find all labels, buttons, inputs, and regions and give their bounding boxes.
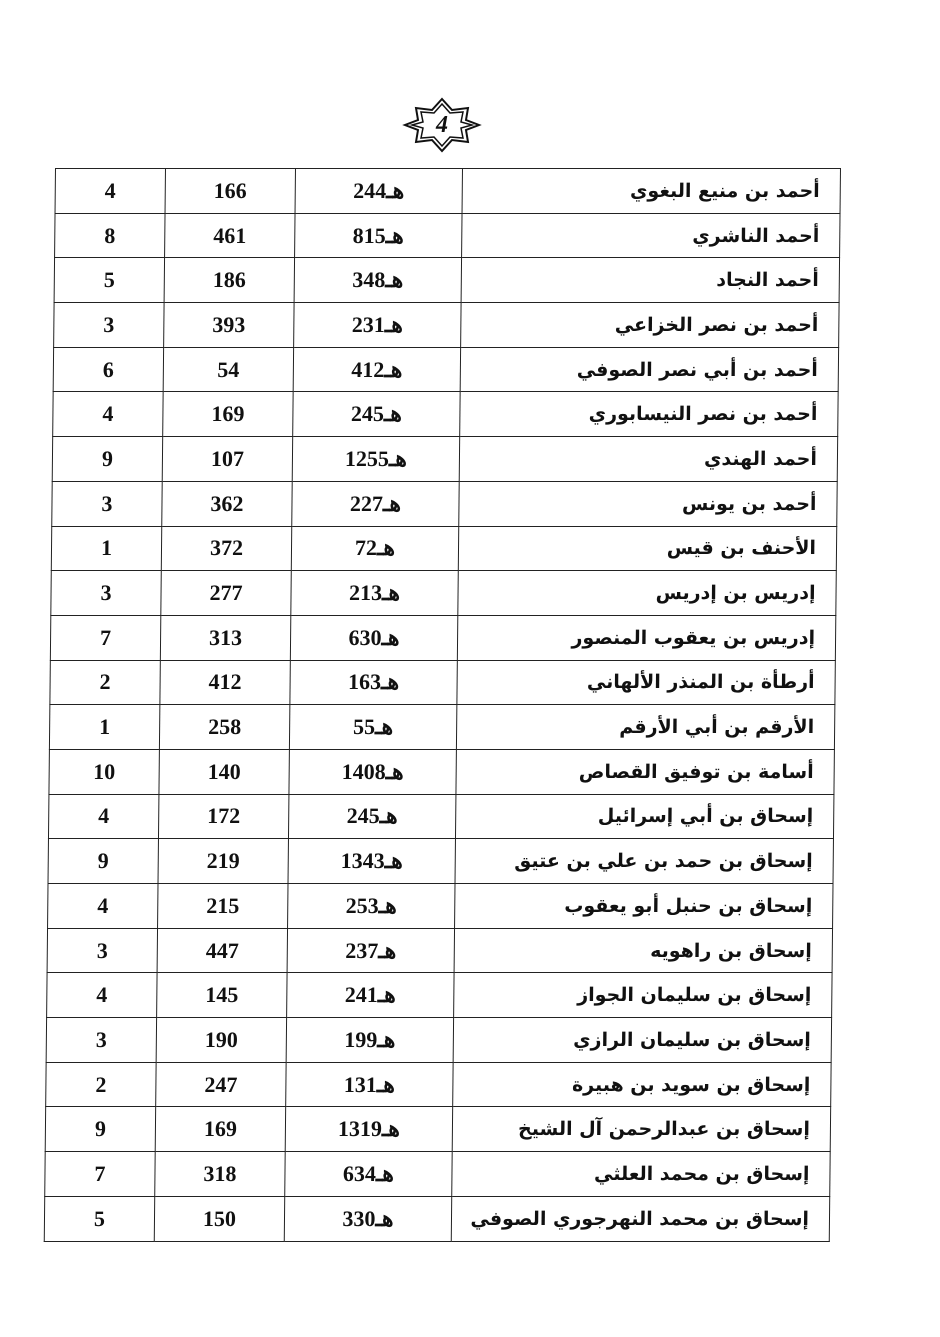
death-year-cell: 1319هـ bbox=[285, 1107, 452, 1152]
name-cell: الأحنف بن قيس bbox=[458, 526, 836, 571]
table-row bbox=[53, 347, 838, 392]
page-cell: 150 bbox=[154, 1196, 284, 1241]
name-cell: إسحاق بن عبدالرحمن آل الشيخ bbox=[452, 1107, 830, 1152]
table-row bbox=[49, 749, 834, 794]
volume-cell: 4 bbox=[48, 794, 158, 839]
page-cell: 258 bbox=[159, 705, 289, 750]
death-year-cell: 244هـ bbox=[295, 169, 462, 214]
page-cell: 412 bbox=[160, 660, 290, 705]
death-year-cell: 1343هـ bbox=[288, 839, 455, 884]
volume-cell: 1 bbox=[49, 705, 159, 750]
page-cell: 186 bbox=[164, 258, 294, 303]
table-row bbox=[51, 526, 836, 571]
volume-cell: 3 bbox=[47, 928, 157, 973]
table-row bbox=[49, 705, 834, 750]
table-row bbox=[55, 169, 840, 214]
volume-cell: 3 bbox=[54, 303, 164, 348]
table-row bbox=[47, 928, 832, 973]
death-year-cell: 1255هـ bbox=[292, 437, 459, 482]
page-cell: 145 bbox=[157, 973, 287, 1018]
table-row bbox=[45, 1152, 830, 1197]
volume-cell: 7 bbox=[50, 615, 160, 660]
table-row bbox=[44, 1196, 829, 1241]
death-year-cell: 163هـ bbox=[290, 660, 457, 705]
name-cell: إسحاق بن أبي إسرائيل bbox=[455, 794, 833, 839]
death-year-cell: 1408هـ bbox=[289, 749, 456, 794]
volume-cell: 8 bbox=[55, 213, 165, 258]
page-cell: 54 bbox=[163, 347, 293, 392]
name-cell: إسحاق بن سليمان الرازي bbox=[453, 1018, 831, 1063]
table-row bbox=[46, 1018, 831, 1063]
volume-cell: 2 bbox=[46, 1062, 156, 1107]
volume-cell: 7 bbox=[45, 1152, 155, 1197]
volume-cell: 9 bbox=[48, 839, 158, 884]
table-row bbox=[55, 213, 840, 258]
table-row bbox=[48, 794, 833, 839]
name-cell: أحمد بن منيع البغوي bbox=[462, 169, 840, 214]
name-cell: أحمد الناشري bbox=[462, 213, 840, 258]
death-year-cell: 245هـ bbox=[293, 392, 460, 437]
volume-cell: 9 bbox=[52, 437, 162, 482]
table-row bbox=[52, 481, 837, 526]
volume-cell: 10 bbox=[49, 749, 159, 794]
table-row bbox=[51, 571, 836, 616]
volume-cell: 3 bbox=[46, 1018, 156, 1063]
death-year-cell: 634هـ bbox=[285, 1152, 452, 1197]
volume-cell: 2 bbox=[50, 660, 160, 705]
name-cell: أحمد بن نصر الخزاعي bbox=[461, 303, 839, 348]
table-row bbox=[48, 884, 833, 929]
name-cell: إدريس بن يعقوب المنصور bbox=[457, 615, 835, 660]
biography-index bbox=[44, 168, 841, 1242]
table-row bbox=[52, 437, 837, 482]
page-cell: 393 bbox=[164, 303, 294, 348]
volume-cell: 4 bbox=[47, 973, 157, 1018]
table-row bbox=[48, 839, 833, 884]
page-cell: 313 bbox=[160, 615, 290, 660]
page-cell: 169 bbox=[155, 1107, 285, 1152]
death-year-cell: 227هـ bbox=[292, 481, 459, 526]
table-row bbox=[47, 973, 832, 1018]
page-cell: 166 bbox=[165, 169, 295, 214]
name-cell: أرطأة بن المنذر الألهاني bbox=[457, 660, 835, 705]
death-year-cell: 131هـ bbox=[286, 1062, 453, 1107]
death-year-cell: 815هـ bbox=[295, 213, 462, 258]
page-cell: 247 bbox=[156, 1062, 286, 1107]
table-row bbox=[54, 303, 839, 348]
name-cell: الأرقم بن أبي الأرقم bbox=[456, 705, 834, 750]
death-year-cell: 241هـ bbox=[287, 973, 454, 1018]
death-year-cell: 237هـ bbox=[287, 928, 454, 973]
name-cell: إسحاق بن حنبل أبو يعقوب bbox=[455, 884, 833, 929]
page-cell: 362 bbox=[162, 481, 292, 526]
page-cell: 215 bbox=[158, 884, 288, 929]
death-year-cell: 630هـ bbox=[290, 615, 457, 660]
table-row bbox=[45, 1107, 830, 1152]
name-cell: أحمد الهندي bbox=[459, 437, 837, 482]
death-year-cell: 199هـ bbox=[286, 1018, 453, 1063]
volume-cell: 4 bbox=[53, 392, 163, 437]
table-row bbox=[50, 660, 835, 705]
page-cell: 318 bbox=[155, 1152, 285, 1197]
table-row bbox=[53, 392, 838, 437]
death-year-cell: 253هـ bbox=[288, 884, 455, 929]
table-body bbox=[44, 169, 840, 1242]
name-cell: أحمد بن يونس bbox=[459, 481, 837, 526]
page-cell: 172 bbox=[158, 794, 288, 839]
page-number-badge bbox=[399, 95, 485, 155]
name-cell: إسحاق بن سويد بن هبيرة bbox=[453, 1062, 831, 1107]
page-cell: 277 bbox=[161, 571, 291, 616]
page-cell: 190 bbox=[156, 1018, 286, 1063]
volume-cell: 4 bbox=[48, 884, 158, 929]
volume-cell: 3 bbox=[51, 571, 161, 616]
volume-cell: 5 bbox=[44, 1196, 154, 1241]
name-cell: أحمد بن نصر النيسابوري bbox=[460, 392, 838, 437]
volume-cell: 6 bbox=[53, 347, 163, 392]
volume-cell: 3 bbox=[52, 481, 162, 526]
name-cell: إسحاق بن محمد النهرجوري الصوفي bbox=[451, 1196, 829, 1241]
biography-table bbox=[44, 168, 841, 1242]
death-year-cell: 245هـ bbox=[288, 794, 455, 839]
death-year-cell: 72هـ bbox=[291, 526, 458, 571]
table-row bbox=[50, 615, 835, 660]
page-cell: 372 bbox=[161, 526, 291, 571]
name-cell: إسحاق بن سليمان الجواز bbox=[454, 973, 832, 1018]
death-year-cell: 231هـ bbox=[294, 303, 461, 348]
volume-cell: 5 bbox=[54, 258, 164, 303]
death-year-cell: 348هـ bbox=[294, 258, 461, 303]
name-cell: إسحاق بن راهويه bbox=[454, 928, 832, 973]
name-cell: أحمد بن أبي نصر الصوفي bbox=[460, 347, 838, 392]
death-year-cell: 330هـ bbox=[284, 1196, 451, 1241]
volume-cell: 9 bbox=[45, 1107, 155, 1152]
page-cell: 447 bbox=[157, 928, 287, 973]
page-cell: 107 bbox=[162, 437, 292, 482]
name-cell: إدريس بن إدريس bbox=[458, 571, 836, 616]
page-cell: 461 bbox=[165, 213, 295, 258]
page-cell: 169 bbox=[163, 392, 293, 437]
page-cell: 219 bbox=[158, 839, 288, 884]
page-cell: 140 bbox=[159, 749, 289, 794]
death-year-cell: 213هـ bbox=[291, 571, 458, 616]
name-cell: أسامة بن توفيق القصاص bbox=[456, 749, 834, 794]
table-row bbox=[46, 1062, 831, 1107]
table-row bbox=[54, 258, 839, 303]
name-cell: إسحاق بن حمد بن علي بن عتيق bbox=[455, 839, 833, 884]
death-year-cell: 412هـ bbox=[293, 347, 460, 392]
volume-cell: 1 bbox=[51, 526, 161, 571]
name-cell: إسحاق بن محمد العلثي bbox=[452, 1152, 830, 1197]
page-number: 4 bbox=[436, 112, 448, 138]
volume-cell: 4 bbox=[55, 169, 165, 214]
name-cell: أحمد النجاد bbox=[461, 258, 839, 303]
death-year-cell: 55هـ bbox=[289, 705, 456, 750]
